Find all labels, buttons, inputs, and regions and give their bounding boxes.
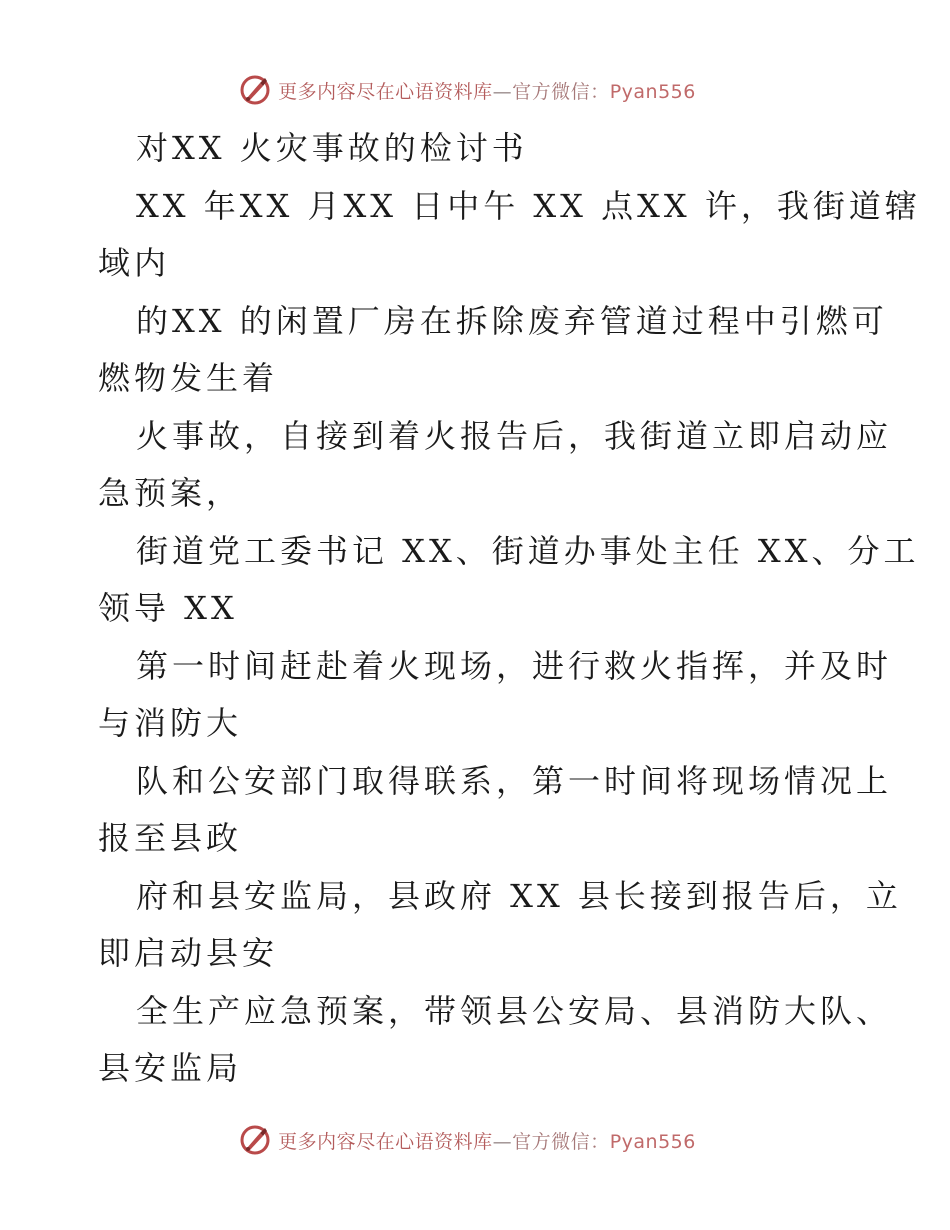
text-line: 即启动县安 (98, 934, 279, 972)
text-line: 全生产应急预案，带领县公安局、县消防大队、 (136, 991, 893, 1030)
banner-dash: — (492, 1130, 513, 1153)
banner-text (278, 1127, 696, 1154)
banner-dash: — (492, 80, 513, 103)
footer-watermark-banner (0, 1120, 950, 1160)
banner-content (238, 73, 696, 107)
document-title: 对XX 火灾事故的检讨书 (136, 129, 528, 167)
text-line: 燃物发生着 (98, 359, 279, 397)
banner-wechat-label: 官方微信： (512, 80, 610, 103)
text-line: 街道党工委书记 XX、街道办事处主任 XX、分工 (136, 531, 920, 570)
banner-content (238, 1123, 696, 1157)
text-line: 火事故，自接到着火报告后，我街道立即启动应 (136, 416, 893, 455)
text-line: 领导 XX (98, 589, 238, 627)
banner-main-text: 更多内容尽在心语资料库 (278, 1130, 493, 1153)
text-line: 的XX 的闲置厂房在拆除废弃管道过程中引燃可 (136, 301, 888, 340)
banner-main-text: 更多内容尽在心语资料库 (278, 80, 493, 103)
pen-logo-icon (238, 1123, 272, 1157)
document-body (98, 120, 921, 1098)
text-line: 急预案， (98, 474, 243, 512)
banner-wechat-id: Pyan556 (609, 80, 696, 103)
pen-logo-icon (238, 73, 272, 107)
header-watermark-banner (0, 70, 950, 110)
text-line: 队和公安部门取得联系，第一时间将现场情况上 (136, 761, 893, 800)
text-line: 府和县安监局，县政府 XX 县长接到报告后，立 (136, 876, 902, 915)
text-line: 第一时间赶赴着火现场，进行救火指挥，并及时 (136, 646, 893, 685)
text-line: XX 年XX 月XX 日中午 XX 点XX 许，我街道辖 (136, 186, 921, 225)
text-line: 报至县政 (98, 819, 243, 857)
text-line: 域内 (98, 244, 171, 282)
banner-wechat-label: 官方微信： (512, 1130, 610, 1153)
banner-text (278, 77, 696, 104)
banner-wechat-id: Pyan556 (609, 1130, 696, 1153)
text-line: 县安监局 (98, 1049, 243, 1087)
text-line: 与消防大 (98, 704, 243, 742)
